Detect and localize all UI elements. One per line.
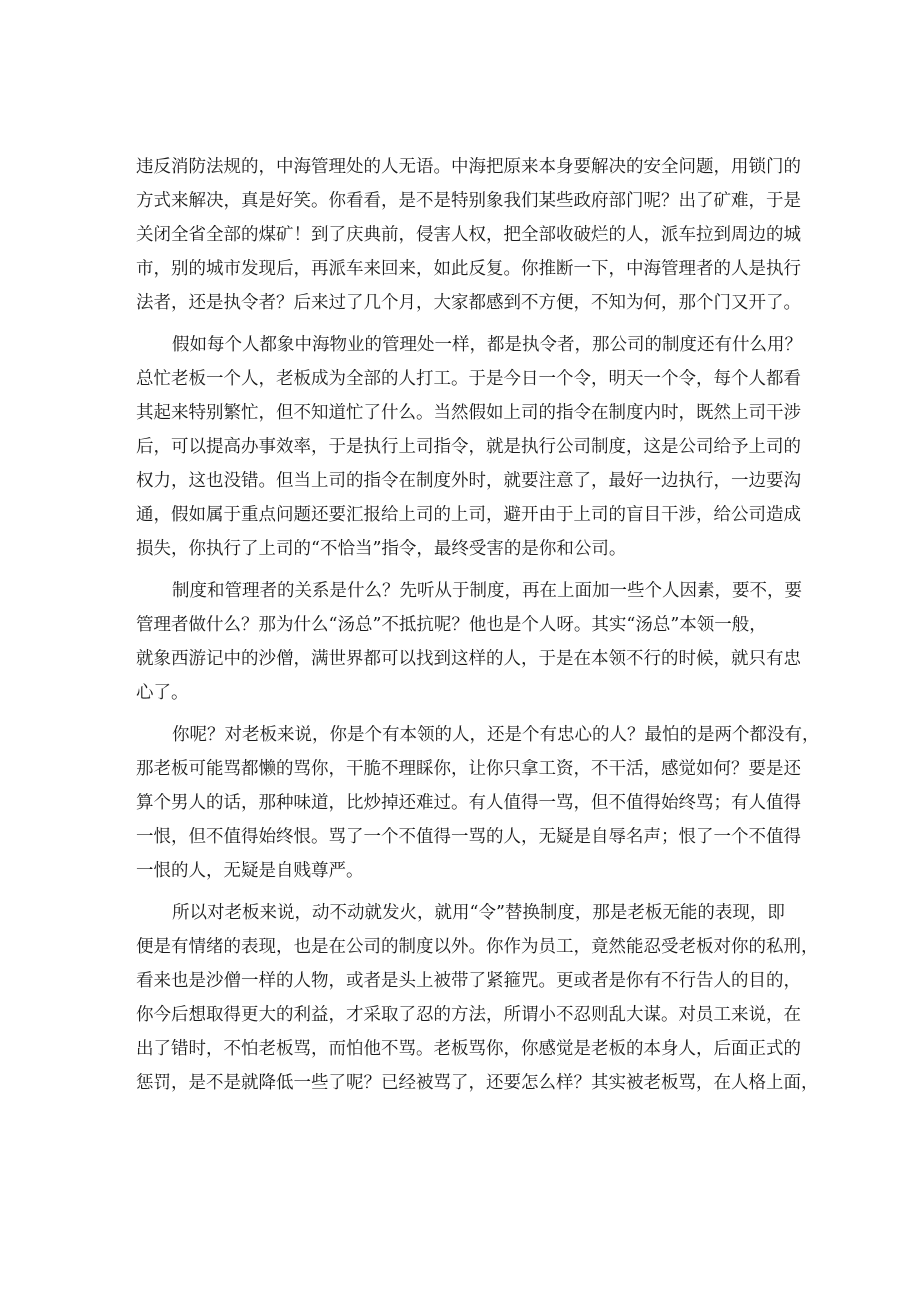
text-line: 制度和管理者的关系是什么？先听从于制度，再在上面加一些个人因素，要不，要 bbox=[172, 581, 802, 601]
text-line: 通，假如属于重点问题还要汇报给上司的上司，避开由于上司的盲目干涉，给公司造成 bbox=[136, 505, 801, 525]
text-line: 市，别的城市发现后，再派车来回来，如此反复。你推断一下，中海管理者的人是执行 bbox=[136, 259, 801, 279]
text-line: 惩罚，是不是就降低一些了呢？已经被骂了，还要怎么样？其实被老板骂，在人格上面， bbox=[136, 1073, 819, 1093]
text-line: 权力，这也没错。但当上司的指令在制度外时，就要注意了，最好一边执行，一边要沟 bbox=[136, 471, 801, 491]
text-line: 后，可以提高办事效率，于是执行上司指令，就是执行公司制度，这是公司给予上司的 bbox=[136, 437, 801, 457]
paragraph-5 bbox=[136, 896, 819, 1100]
text-line: 看来也是沙僧一样的人物，或者是头上被带了紧箍咒。更或者是你有不行告人的目的， bbox=[136, 971, 801, 991]
text-line: 损失，你执行了上司的“不恰当”指令，最终受害的是你和公司。 bbox=[136, 539, 627, 559]
text-line: 便是有情绪的表现，也是在公司的制度以外。你作为员工，竟然能忍受老板对你的私刑， bbox=[136, 937, 819, 957]
paragraph-3 bbox=[136, 574, 802, 710]
paragraph-2 bbox=[136, 328, 802, 566]
document-body bbox=[136, 150, 820, 1100]
text-line: 管理者做什么？那为什么“汤总”不抵抗呢？他也是个人呀。其实“汤总”本领一般， bbox=[136, 615, 767, 635]
text-line: 关闭全省全部的煤矿！到了庆典前，侵害人权，把全部收破烂的人，派车拉到周边的城 bbox=[136, 225, 801, 245]
text-line: 一恨的人，无疑是自贱尊严。 bbox=[136, 861, 364, 881]
text-line: 总忙老板一个人，老板成为全部的人打工。于是今日一个令，明天一个令，每个人都看 bbox=[136, 369, 801, 389]
paragraph-1 bbox=[136, 150, 801, 320]
paragraph-spacing bbox=[136, 888, 796, 896]
text-line: 出了错时，不怕老板骂，而怕他不骂。老板骂你，你感觉是老板的本身人，后面正式的 bbox=[136, 1039, 801, 1059]
text-line: 你呢？对老板来说，你是个有本领的人，还是个有忠心的人？最怕的是两个都没有， bbox=[172, 725, 820, 745]
paragraph-spacing bbox=[136, 566, 796, 574]
text-line: 算个男人的话，那种味道，比炒掉还难过。有人值得一骂，但不值得始终骂；有人值得 bbox=[136, 793, 801, 813]
paragraph-spacing bbox=[136, 710, 796, 718]
text-line: 方式来解决，真是好笑。你看看，是不是特别象我们某些政府部门呢？出了矿难，于是 bbox=[136, 191, 801, 211]
text-line: 假如每个人都象中海物业的管理处一样，都是执令者，那公司的制度还有什么用？ bbox=[172, 335, 802, 355]
text-line: 所以对老板来说，动不动就发火，就用“令”替换制度，那是老板无能的表现，即 bbox=[172, 903, 785, 923]
text-line: 法者，还是执令者？后来过了几个月，大家都感到不方便，不知为何，那个门又开了。 bbox=[136, 293, 801, 313]
text-line: 心了。 bbox=[136, 683, 189, 703]
text-line: 一恨，但不值得始终恨。骂了一个不值得一骂的人，无疑是自辱名声；恨了一个不值得 bbox=[136, 827, 801, 847]
text-line: 你今后想取得更大的利益，才采取了忍的方法，所谓小不忍则乱大谋。对员工来说，在 bbox=[136, 1005, 801, 1025]
text-line: 违反消防法规的，中海管理处的人无语。中海把原来本身要解决的安全问题，用锁门的 bbox=[136, 157, 801, 177]
paragraph-4 bbox=[136, 718, 820, 888]
text-line: 那老板可能骂都懒的骂你，干脆不理睬你，让你只拿工资，不干活，感觉如何？要是还 bbox=[136, 759, 801, 779]
paragraph-spacing bbox=[136, 320, 796, 328]
text-line: 其起来特别繁忙，但不知道忙了什么。当然假如上司的指令在制度内时，既然上司干涉 bbox=[136, 403, 801, 423]
text-line: 就象西游记中的沙僧，满世界都可以找到这样的人，于是在本领不行的时候，就只有忠 bbox=[136, 649, 801, 669]
